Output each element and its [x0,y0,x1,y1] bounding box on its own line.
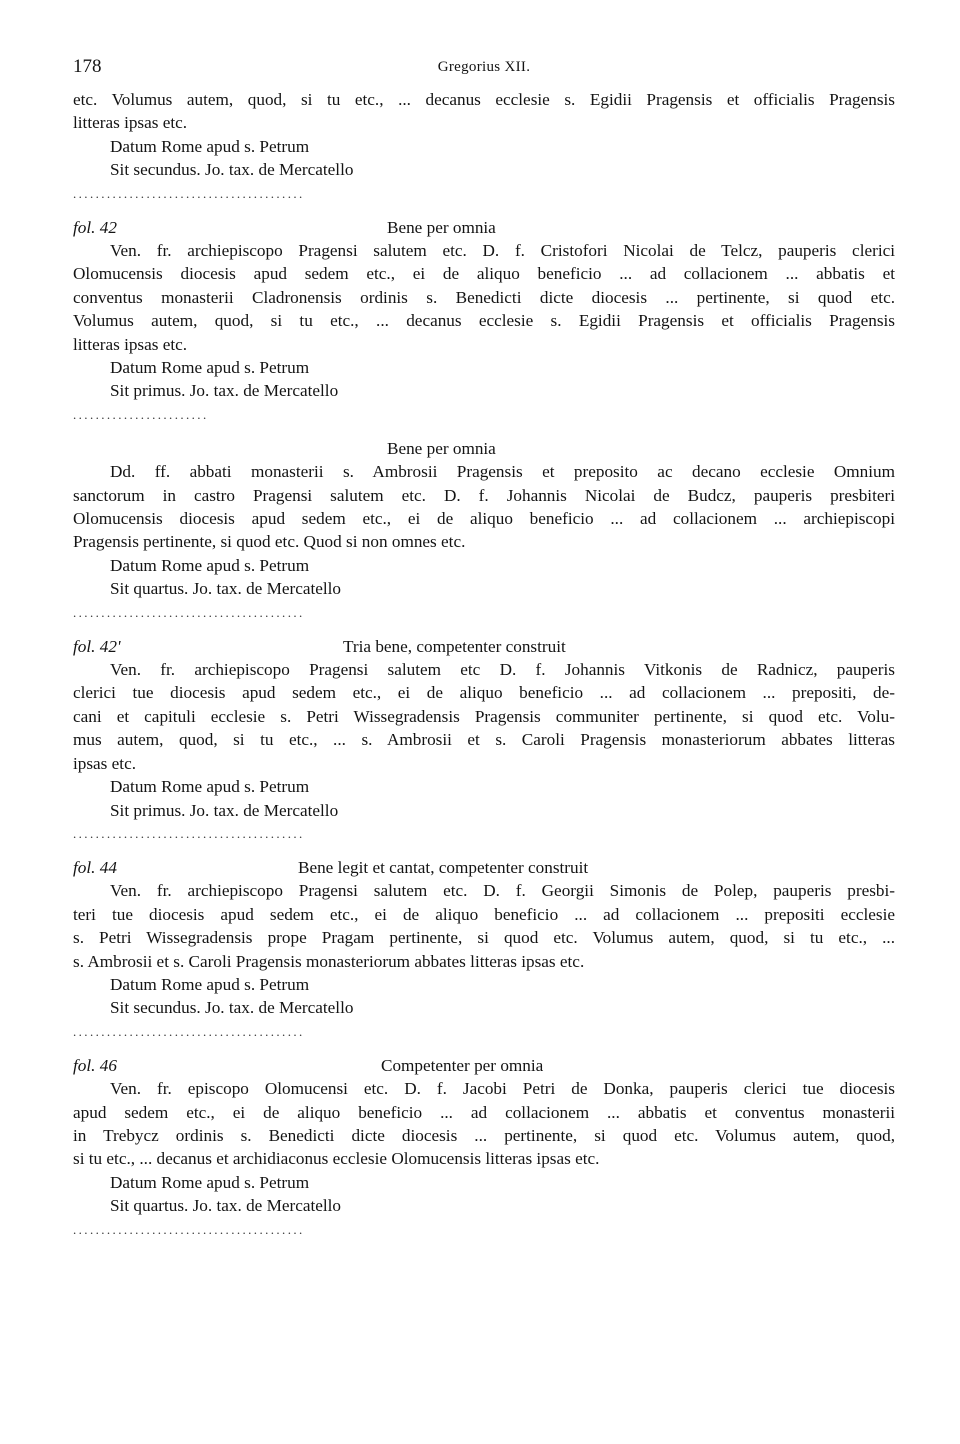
dotted-separator: ........................ [73,406,209,422]
text-line: si tu etc., ... decanus et archidiaconus ecclesie Olomucensis litteras ipsas etc. [73,1149,600,1169]
text-line: litteras ipsas etc. [73,113,188,133]
sit-line: Sit primus. Jo. tax. de Mercatello [110,800,339,820]
entry-rubric [73,437,895,460]
dotted-separator: ......................................... [73,1023,305,1039]
text-line: Ven. fr. archiepiscopo Pragensi salutem etc D. f. Johannis Vitkonis de Radnicz, pauperis [110,660,895,680]
letter-entry [73,1054,895,1248]
page-header [73,0,895,88]
text-line: apud sedem etc., ei de aliquo beneficio ... ad collacionem ... abbatis et conventus monasterii [73,1102,895,1122]
entry-heading: Bene per omnia [387,217,496,237]
entry-heading: Bene per omnia [387,438,496,458]
text-line: mus autem, quod, si tu etc., ... s. Ambrosii et s. Caroli Pragensis monasteriorum abbates litteras [73,730,895,750]
letter-entry [73,216,895,433]
folio-reference: fol. 44 [73,857,117,877]
sit-line: Sit secundus. Jo. tax. de Mercatello [110,998,354,1018]
letter-entry [73,635,895,852]
text-line: clerici tue diocesis apud sedem etc., ei de aliquo beneficio ... ad collacionem ... prepositi, de- [73,683,895,703]
dotted-separator: ......................................... [73,185,305,201]
text-line: teri tue diocesis apud sedem etc., ei de aliquo beneficio ... ad collacionem ... prepositi ecclesie [73,904,895,924]
sit-line: Sit secundus. Jo. tax. de Mercatello [110,160,354,180]
folio-reference: fol. 46 [73,1055,117,1075]
running-title: Gregorius XII. [437,59,531,75]
text-line: s. Ambrosii et s. Caroli Pragensis monasteriorum abbates litteras ipsas etc. [73,951,585,971]
entry-body [73,658,895,775]
datum-line: Datum Rome apud s. Petrum [110,974,310,994]
datum-line: Datum Rome apud s. Petrum [110,358,310,378]
sit-line: Sit primus. Jo. tax. de Mercatello [110,381,339,401]
folio-reference: fol. 42' [73,636,121,656]
letter-entry [73,88,895,212]
text-line: sanctorum in castro Pragensi salutem etc. D. f. Johannis Nicolai de Budcz, pauperis presbiteri [73,485,895,505]
entry-body [73,239,895,356]
text-line: Ven. fr. archiepiscopo Pragensi salutem etc. D. f. Cristofori Nicolai de Telcz, pauperis clerici [110,241,895,261]
datum-line: Datum Rome apud s. Petrum [110,1172,310,1192]
entry-body [73,460,895,554]
entry-heading: Competenter per omnia [381,1055,544,1075]
text-line: Pragensis pertinente, si quod etc. Quod si non omnes etc. [73,532,466,552]
datum-line: Datum Rome apud s. Petrum [110,136,310,156]
folio-reference: fol. 42 [73,217,117,237]
text-line: in Trebycz ordinis s. Benedicti dicte diocesis ... pertinente, si quod etc. Volumus autem, quod, [73,1125,895,1145]
text-line: Ven. fr. archiepiscopo Pragensi salutem etc. D. f. Georgii Simonis de Polep, pauperis presbi- [110,881,895,901]
entry-rubric [73,1054,895,1077]
datum-line: Datum Rome apud s. Petrum [110,777,310,797]
datum-line: Datum Rome apud s. Petrum [110,555,310,575]
entry-body [73,1077,895,1171]
document-page [73,0,895,1248]
dotted-separator: ......................................... [73,1221,305,1237]
text-line: litteras ipsas etc. [73,334,188,354]
letter-entry [73,856,895,1050]
sit-line: Sit quartus. Jo. tax. de Mercatello [110,1196,342,1216]
entry-heading: Tria bene, competenter construit [343,636,566,656]
text-line: Olomucensis diocesis apud sedem etc., ei de aliquo beneficio ... ad collacionem ... abbatis et [73,264,895,284]
text-line: Ven. fr. episcopo Olomucensi etc. D. f. Jacobi Petri de Donka, pauperis clerici tue diocesis [110,1079,895,1099]
text-line: ipsas etc. [73,753,137,773]
text-line: Dd. ff. abbati monasterii s. Ambrosii Pragensis et preposito ac decano ecclesie Omnium [110,462,895,482]
text-line: cani et capituli ecclesie s. Petri Wissegradensis Pragensis communiter pertinente, si quod etc. Volu- [73,706,895,726]
dotted-separator: ......................................... [73,604,305,620]
text-line: Olomucensis diocesis apud sedem etc., ei de aliquo beneficio ... ad collacionem ... archiepiscopi [73,509,895,529]
entry-body [73,879,895,973]
dotted-separator: ......................................... [73,825,305,841]
text-line: s. Petri Wissegradensis prope Pragam pertinente, si quod etc. Volumus autem, quod, si tu etc., ... [73,928,895,948]
page-number: 178 [73,56,102,77]
text-line: conventus monasterii Cladronensis ordinis s. Benedicti dicte diocesis ... pertinente, si quod etc. [73,287,895,307]
letter-entry [73,437,895,631]
sit-line: Sit quartus. Jo. tax. de Mercatello [110,579,342,599]
entry-rubric [73,856,895,879]
entry-rubric [73,635,895,658]
text-line: Volumus autem, quod, si tu etc., ... decanus ecclesie s. Egidii Pragensis et officialis Pragensis [73,311,895,331]
entry-rubric [73,216,895,239]
entry-heading: Bene legit et cantat, competenter construit [298,857,589,877]
text-line: etc. Volumus autem, quod, si tu etc., ... decanus ecclesie s. Egidii Pragensis et officialis Pragensis [73,90,895,109]
